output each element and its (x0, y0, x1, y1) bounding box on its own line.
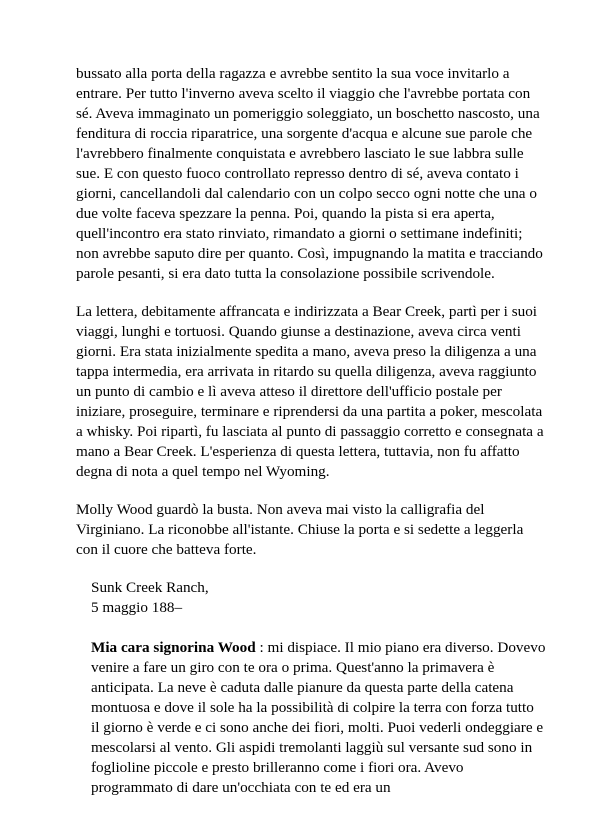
letter-date: 5 maggio 188– (91, 599, 183, 616)
paragraph-2: La lettera, debitamente affrancata e indirizzata a Bear Creek, partì per i suoi viaggi, lunghi e tortuosi. Quando giunse a destinazione, aveva circa venti giorni. Era stata inizialmente spedita a mano, aveva preso la diligenza a una tappa intermedia, era arrivata in ritardo su quella diligenza, aveva raggiunto un punto di cambio e lì aveva atteso il direttore dell'ufficio postale per iniziare, proseguire, terminare e riprendersi da una partita a poker, mescolata a whisky. Poi ripartì, fu lasciata al punto di passaggio corretto e consegnata a mano a Bear Creek. L'esperienza di questa lettera, tuttavia, non fu affatto degna di nota a quel tempo nel Wyoming. (76, 303, 544, 480)
letter-heading (91, 578, 546, 618)
letter-text: : mi dispiace. Il mio piano era diverso. Dovevo venire a fare un giro con te ora o prima. Quest'anno la primavera è anticipata. La neve è caduta dalle pianure da questa parte della catena montuosa e dove il sole ha la possibilità di colpire la terra con forza tutto il giorno è verde e ci sono anche dei fiori, molti. Puoi vederli ondeggiare e mescolarsi al vento. Gli aspidi tremolanti laggiù sul versante sud sono in foglioline piccole e presto brilleranno come i fiori ora. Avevo programmato di dare un'occhiata con te ed era un (91, 639, 546, 796)
letter (91, 578, 546, 798)
letter-place: Sunk Creek Ranch, (91, 579, 209, 596)
paragraph-1: bussato alla porta della ragazza e avrebbe sentito la sua voce invitarlo a entrare. Per tutto l'inverno aveva scelto il viaggio che l'avrebbe portata con sé. Aveva immaginato un pomeriggio soleggiato, un boschetto nascosto, una fenditura di roccia riparatrice, una sorgente d'acqua e alcune sue parole che l'avrebbero finalmente conquistata e avrebbero lasciato le sue labbra sulle sue. E con questo fuoco controllato represso dentro di sé, aveva contato i giorni, cancellandoli dal calendario con un colpo secco ogni notte che una o due volte faceva spezzare la penna. Poi, quando la pista si era aperta, quell'incontro era stato rinviato, rimandato a giorni o settimane indefiniti; non avrebbe saputo dire per quanto. Così, impugnando la matita e tracciando parole pesanti, si era dato tutta la consolazione possibile scrivendole. (76, 65, 543, 282)
document-page (76, 64, 546, 816)
letter-salutation: Mia cara signorina Wood (91, 639, 256, 656)
paragraph-3: Molly Wood guardò la busta. Non aveva mai visto la calligrafia del Virginiano. La riconobbe all'istante. Chiuse la porta e si sedette a leggerla con il cuore che batteva forte. (76, 501, 524, 558)
letter-body (91, 638, 546, 798)
